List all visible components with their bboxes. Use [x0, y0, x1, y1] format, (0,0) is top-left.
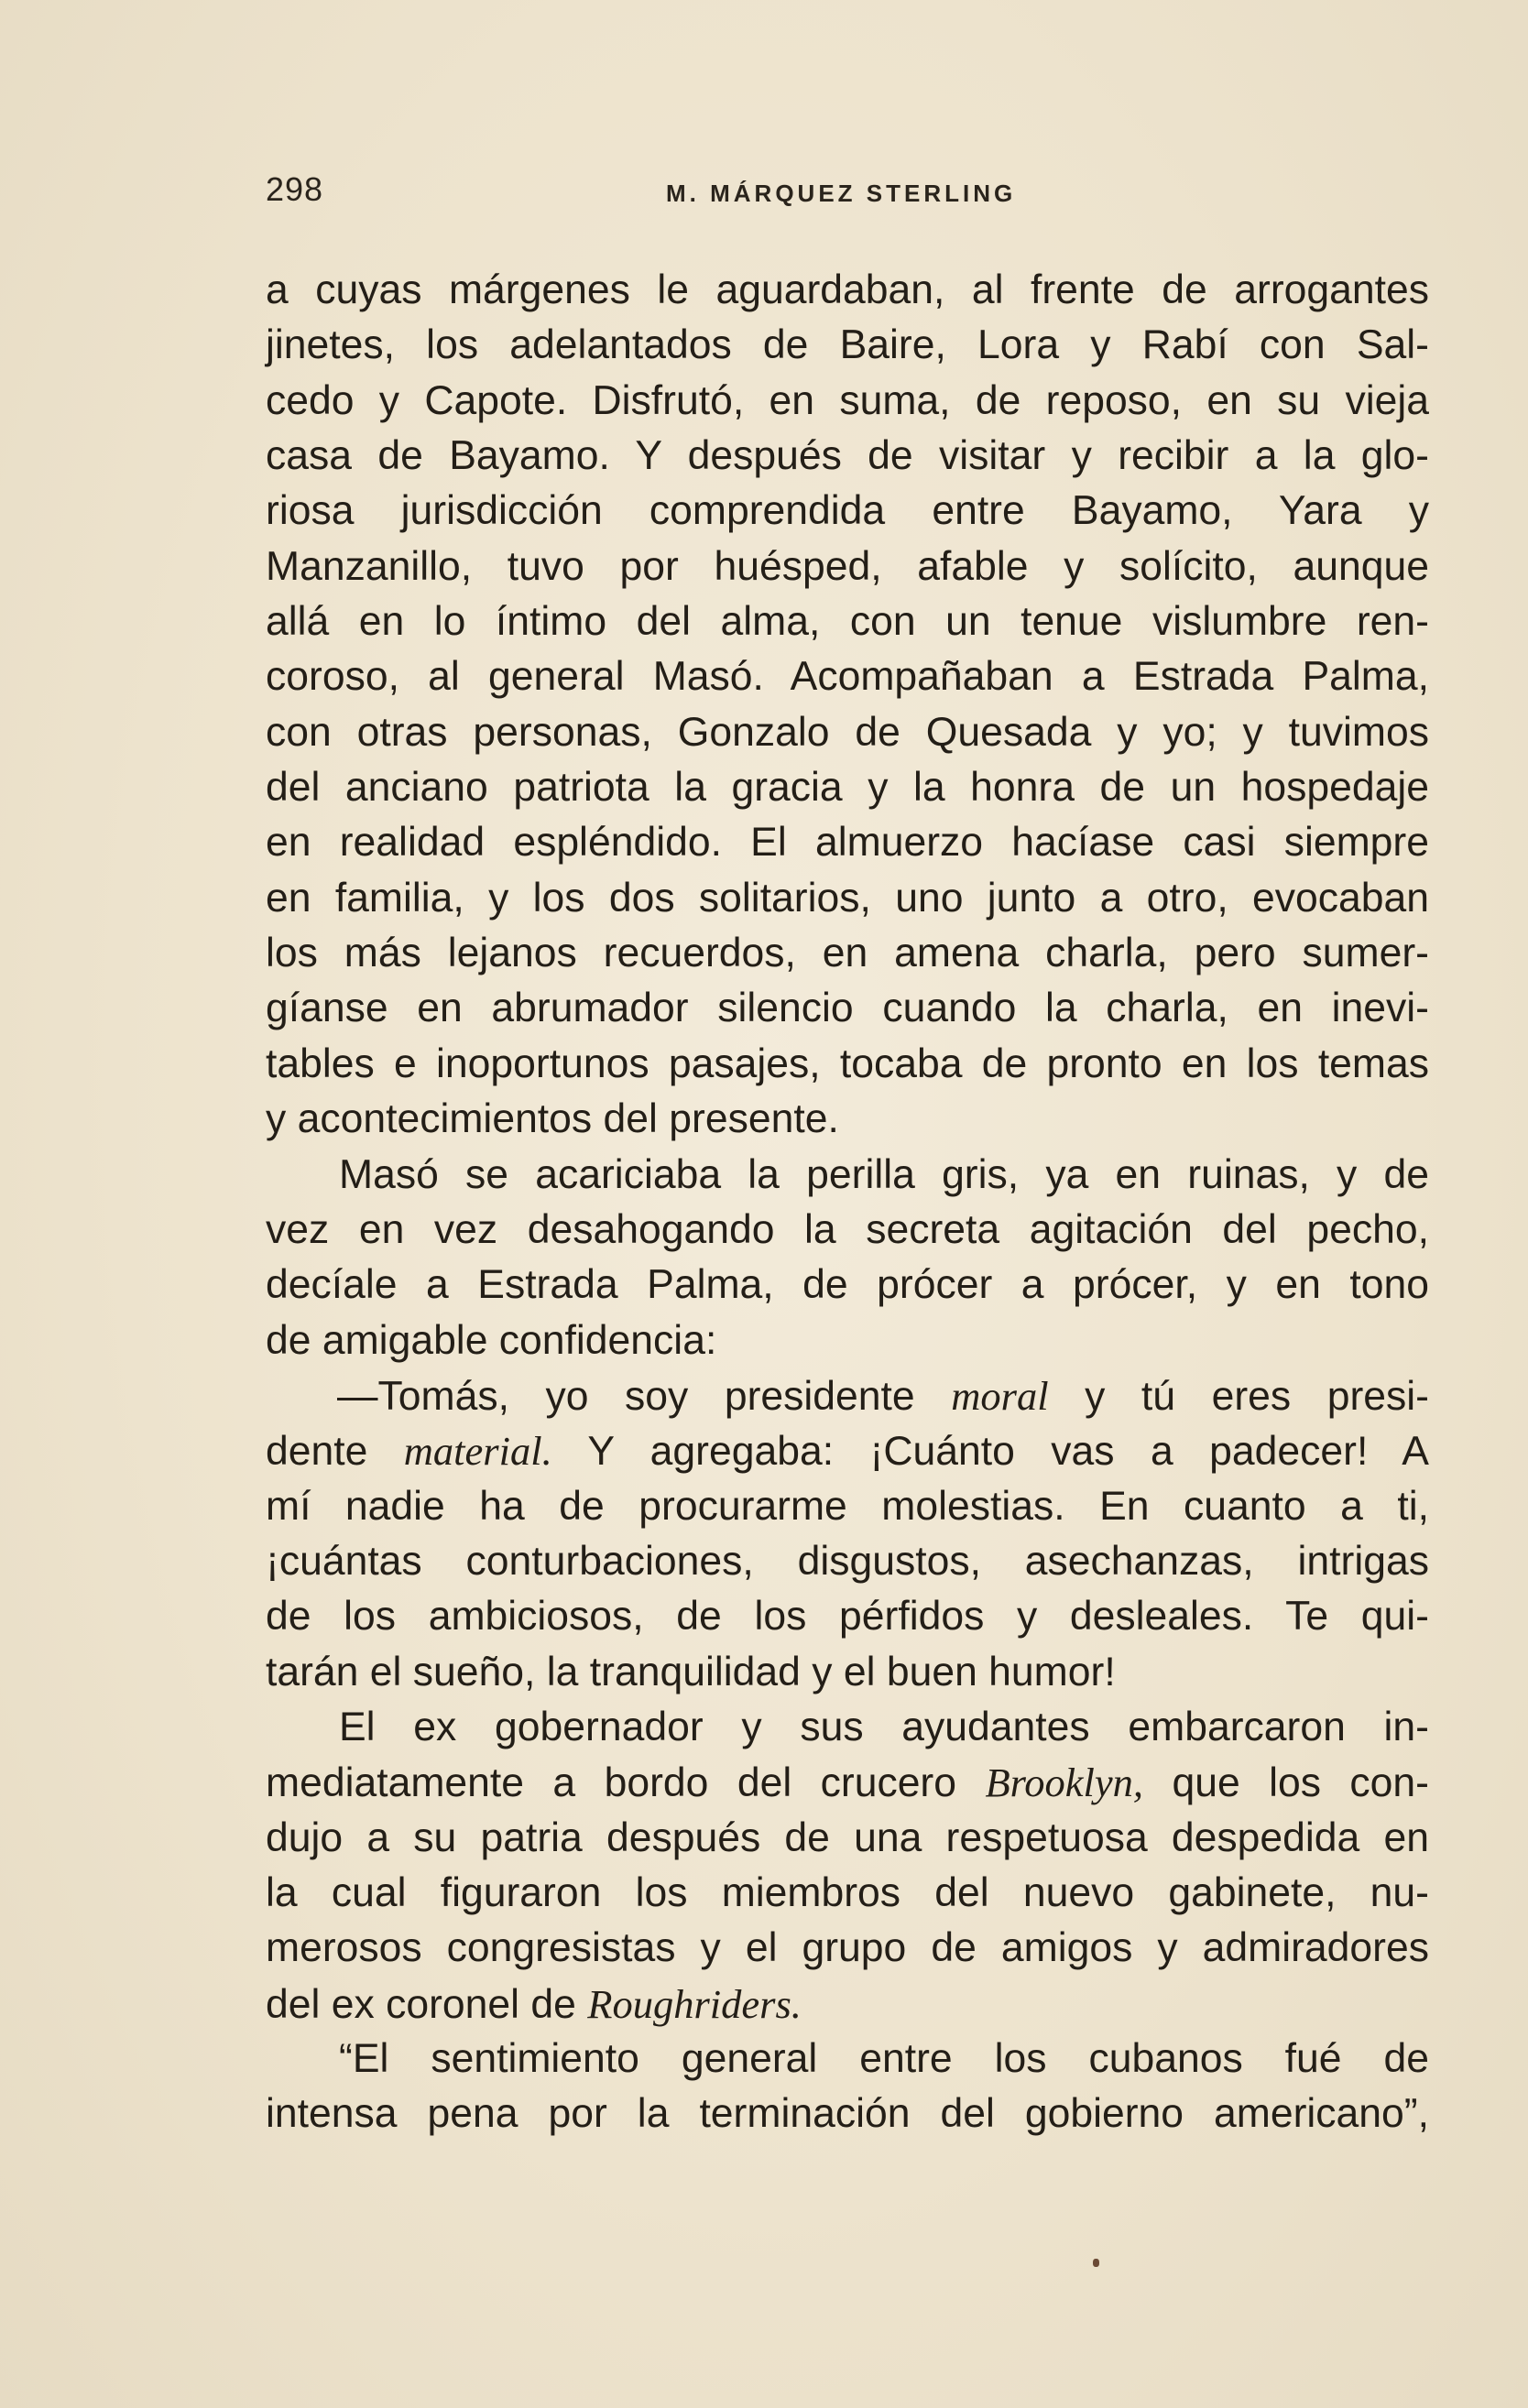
text-line: vez en vez desahogando la secreta agitación del pecho,: [266, 1206, 1429, 1252]
text-line: en familia, y los dos solitarios, uno junto a otro, evocaban: [266, 875, 1429, 921]
text-line: cedo y Capote. Disfrutó, en suma, de reposo, en su vieja: [266, 377, 1429, 423]
text-line: jinetes, los adelantados de Baire, Lora y Rabí con Sal-: [266, 322, 1429, 368]
text-line: los más lejanos recuerdos, en amena charla, pero sumer-: [266, 931, 1429, 976]
text-line: casa de Bayamo. Y después de visitar y recibir a la glo-: [266, 433, 1429, 479]
text-line: la cual figuraron los miembros del nuevo gabinete, nu-: [266, 1869, 1429, 1915]
text-line: gíanse en abrumador silencio cuando la charla, en inevi-: [266, 986, 1429, 1031]
text-line: allá en lo íntimo del alma, con un tenue vislumbre ren-: [266, 599, 1429, 645]
text-line-mixed: [266, 1423, 1429, 1478]
text-line: Masó se acariciaba la perilla gris, ya en ruinas, y de: [339, 1151, 1429, 1197]
running-title: M. MÁRQUEZ STERLING: [666, 180, 1017, 207]
text-segment: Y agregaba: ¡Cuánto vas a padecer! A: [551, 1429, 1429, 1475]
ink-speck: [1093, 2259, 1099, 2267]
italic-segment: Brooklyn,: [985, 1760, 1144, 1806]
text-segment: del ex coronel de: [266, 1981, 588, 2027]
text-line: tarán el sueño, la tranquilidad y el buen humor!: [266, 1649, 1116, 1694]
text-line: con otras personas, Gonzalo de Quesada y yo; y tuvimos: [266, 709, 1429, 755]
page-number: 298: [266, 170, 324, 208]
text-line: intensa pena por la terminación del gobierno americano”,: [266, 2091, 1429, 2137]
text-segment: y tú eres presi-: [1048, 1373, 1429, 1419]
text-line: decíale a Estrada Palma, de prócer a prócer, y en tono: [266, 1262, 1429, 1308]
text-line: riosa jurisdicción comprendida entre Bayamo, Yara y: [266, 488, 1429, 534]
text-line-mixed: [266, 1368, 1429, 1423]
running-head: [266, 170, 1433, 216]
text-line: merosos congresistas y el grupo de amigos y admiradores: [266, 1925, 1429, 1971]
text-segment: —Tomás, yo soy presidente: [337, 1373, 952, 1419]
text-line: coroso, al general Masó. Acompañaban a Estrada Palma,: [266, 654, 1429, 700]
text-line: en realidad espléndido. El almuerzo hacíase casi siempre: [266, 820, 1429, 866]
text-line: mí nadie ha de procurarme molestias. En cuanto a ti,: [266, 1483, 1429, 1529]
text-line-mixed: [266, 1977, 1429, 2032]
text-line: ¡cuántas conturbaciones, disgustos, asechanzas, intrigas: [266, 1538, 1429, 1584]
text-line: “El sentimiento general entre los cubanos fué de: [339, 2036, 1429, 2081]
text-line: de amigable confidencia:: [266, 1317, 717, 1363]
italic-segment: material.: [403, 1428, 552, 1475]
text-line: Manzanillo, tuvo por huésped, afable y solícito, aunque: [266, 543, 1429, 589]
text-line: y acontecimientos del presente.: [266, 1096, 839, 1142]
text-line-mixed: [266, 1755, 1429, 1810]
text-line: tables e inoportunos pasajes, tocaba de pronto en los temas: [266, 1041, 1429, 1086]
text-line: El ex gobernador y sus ayudantes embarcaron in-: [339, 1704, 1429, 1749]
italic-segment: Roughriders.: [587, 1980, 802, 2027]
body-text: [266, 263, 1429, 2142]
text-segment: que los con-: [1143, 1760, 1429, 1806]
text-line: dujo a su patria después de una respetuosa despedida en: [266, 1814, 1429, 1860]
text-segment: dente: [266, 1429, 404, 1475]
text-line: de los ambiciosos, de los pérfidos y desleales. Te qui-: [266, 1594, 1429, 1640]
italic-segment: moral: [951, 1372, 1049, 1419]
text-line: del anciano patriota la gracia y la honra de un hospedaje: [266, 765, 1429, 811]
text-segment: mediatamente a bordo del crucero: [266, 1760, 986, 1806]
text-line: a cuyas márgenes le aguardaban, al frente de arrogantes: [266, 267, 1429, 312]
